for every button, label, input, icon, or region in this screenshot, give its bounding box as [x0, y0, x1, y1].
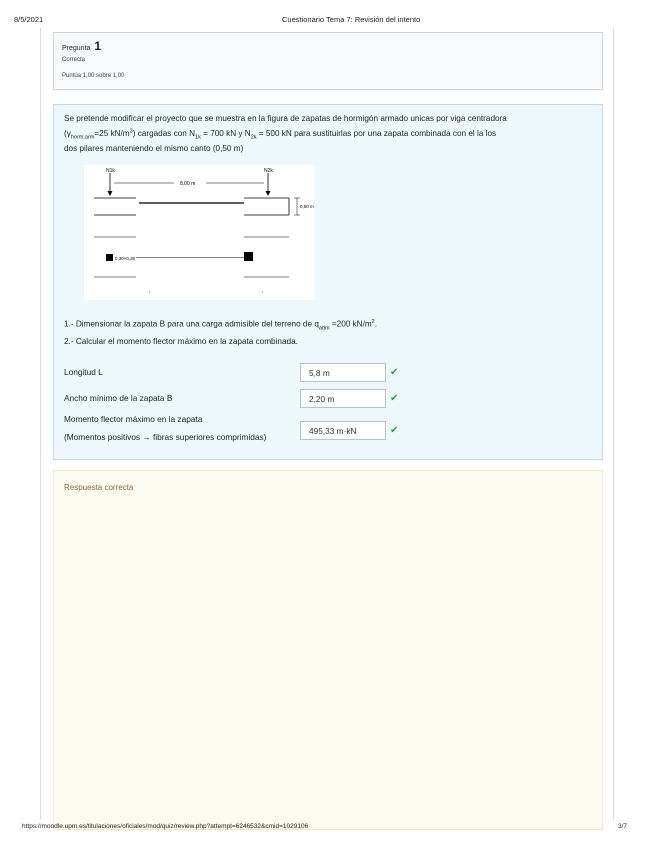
page-frame-right — [613, 28, 614, 820]
question-state: Correcta — [62, 57, 86, 63]
feedback-box — [53, 470, 603, 830]
depth-label: 0,50 m — [300, 204, 314, 209]
feedback-text: Respuesta correcta — [64, 483, 134, 492]
print-date: 8/5/2021 — [14, 15, 44, 24]
n1-arrow-head — [108, 191, 113, 196]
span-label: 8,00 m — [180, 181, 196, 187]
question-number-value: 1 — [94, 39, 102, 53]
page-frame-left — [40, 28, 41, 820]
n2-label: N2k — [264, 168, 273, 174]
footing-figure — [84, 165, 314, 300]
n2-arrow-head — [266, 191, 271, 196]
answer-row-width-label: Ancho mínimo de la zapata B — [64, 393, 173, 403]
question-score: Puntúa 1,00 sobre 1,00 — [62, 73, 125, 79]
moment-answer-field[interactable]: 495,33 m·kN — [300, 421, 386, 440]
length-answer-field[interactable]: 5,8 m — [300, 363, 386, 382]
n1-label: N1k — [106, 168, 115, 174]
moment-correct-icon: ✔ — [390, 425, 399, 436]
answer-row-moment-label: Momento flector máximo en la zapata — [64, 414, 203, 424]
question-info-box — [53, 32, 603, 90]
intro-line-3: dos pilares manteniendo el mismo canto (0,50 m) — [64, 144, 244, 154]
width-correct-icon: ✔ — [390, 393, 399, 404]
intro-line-2: ($\gamma_{horm.arm}=25$ $kN/m^3$) cargadas con $N_{1k} = 700$ kN y $N_{2k} = 500$ kN para sustituirlas por una zapata combinada con el la los — [64, 128, 497, 141]
footer-url[interactable]: https://moodle.upm.es/titulaciones/oficiales/mod/quiz/review.php?attempt=6246532&cmid=1029106 — [22, 823, 309, 830]
width-answer-field[interactable]: 2,20 m — [300, 389, 386, 408]
question-intro — [64, 113, 594, 155]
task-1: 1.- Dimensionar la zapata B para una carga admisible del terreno de $q_{adm} =200$ $kN/m^2$. — [64, 319, 378, 332]
footing-diagram — [84, 165, 314, 300]
question-number — [62, 39, 101, 53]
footer-page: 3/7 — [618, 823, 628, 830]
length-correct-icon: ✔ — [390, 367, 399, 378]
pillar-2-plan — [244, 252, 253, 261]
answer-row-length-label: Longitud L — [64, 367, 103, 377]
question-label: Pregunta — [62, 45, 91, 52]
intro-line-1: Se pretende modificar el proyecto que se muestra en la figura de zapatas de hormigón armado unicas por viga centradora — [64, 114, 507, 123]
pillar-1-plan — [106, 254, 113, 261]
page-title: Cuestionario Tema 7: Revisión del intento — [282, 15, 421, 24]
question-text-box — [53, 104, 603, 460]
pillar-size-label: 0,30×0,30 — [115, 256, 136, 261]
answer-row-moment-note: (Momentos positivos → fibras superiores comprimidas) — [64, 432, 267, 442]
task-2: 2.- Calcular el momento flector máximo en la zapata combinada. — [64, 337, 298, 346]
